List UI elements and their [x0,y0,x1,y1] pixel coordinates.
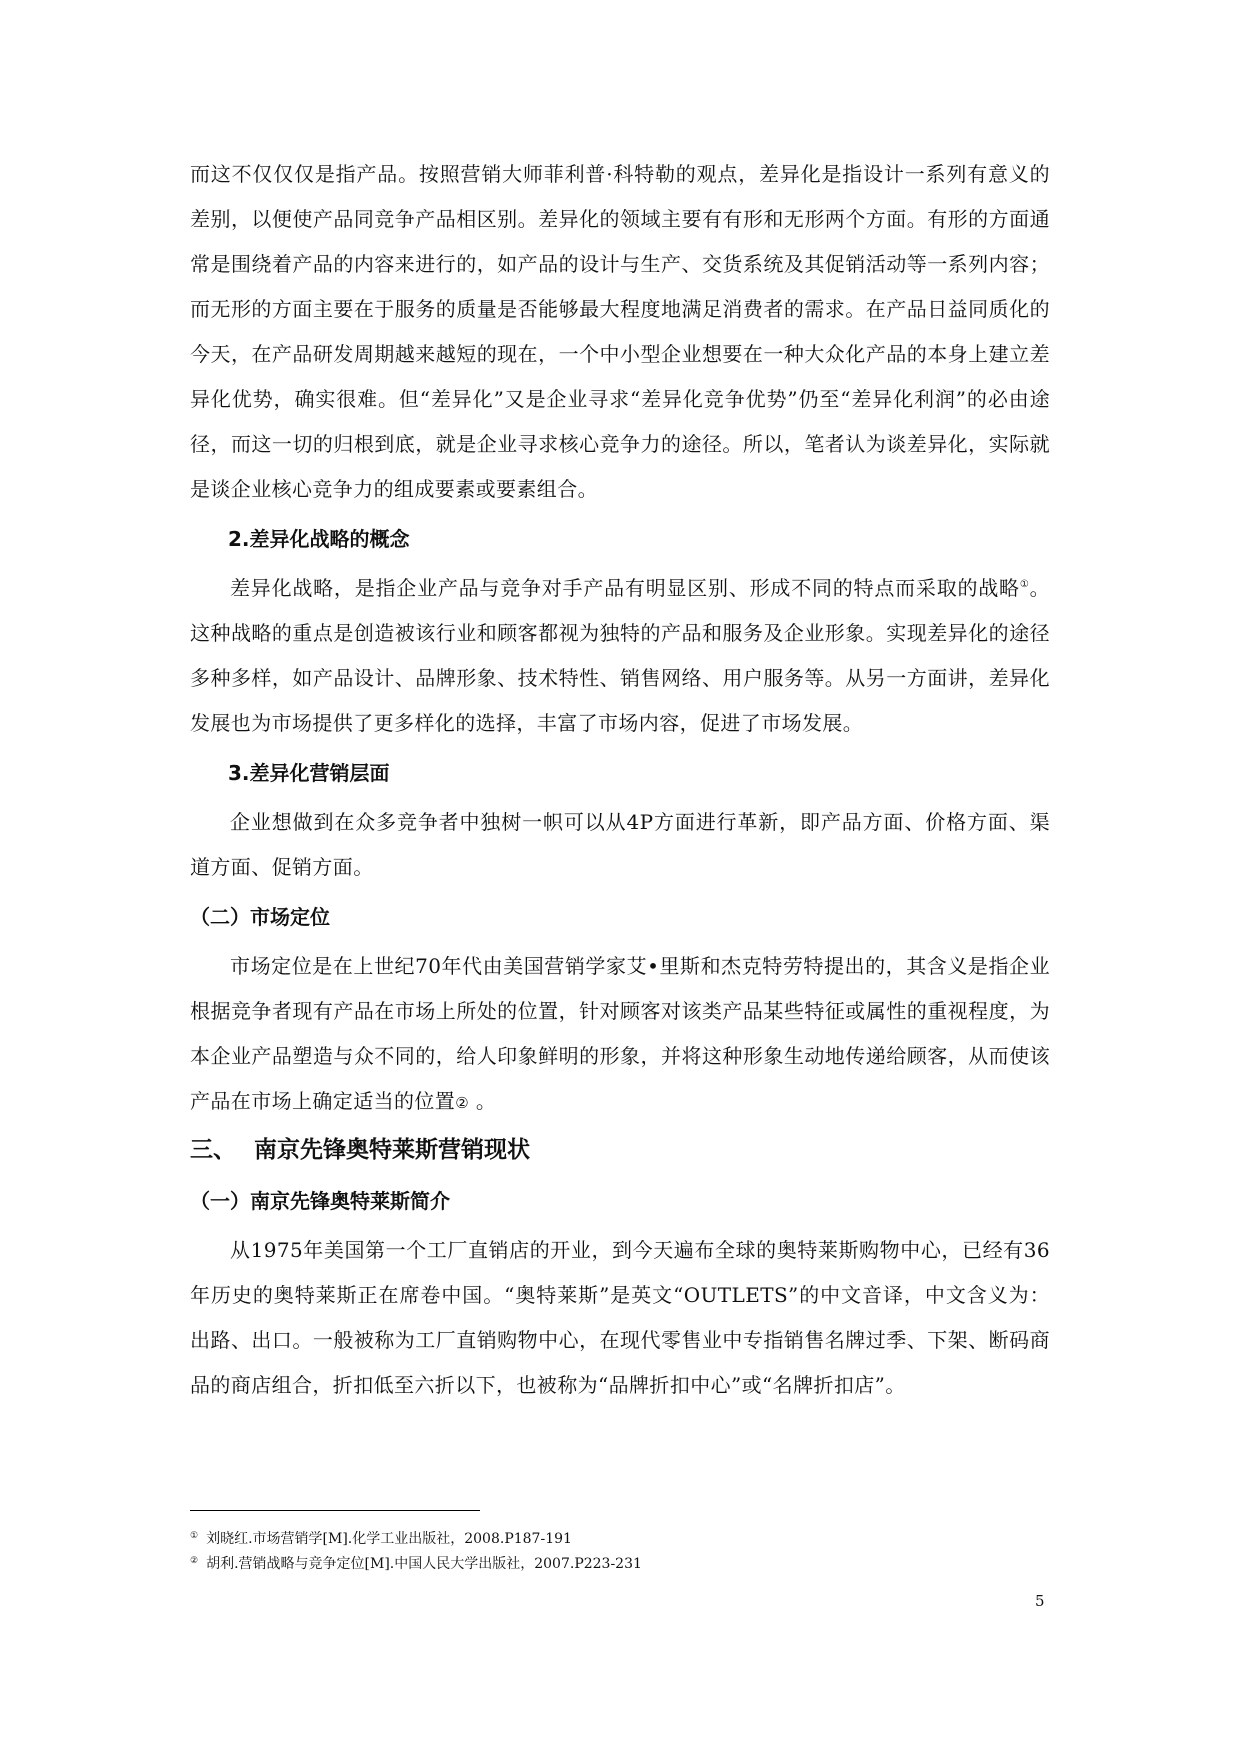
heading-outlets-intro: （一）南京先锋奥特莱斯简介 [190,1189,450,1213]
main-text [190,152,1050,1408]
paragraph-outlets-intro: 从1975年美国第一个工厂直销店的开业，到今天遍布全球的奥特莱斯购物中心，已经有36年历史的奥特莱斯正在席卷中国。“奥特莱斯”是英文“OUTLETS”的中文音译，中文含义为：出路、出口。一般被称为工厂直销购物中心，在现代零售业中专指销售名牌过季、下架、断码商品的商店组合，折扣低至六折以下，也被称为“品牌折扣中心”或“名牌折扣店”。 [190,1238,1050,1397]
footnote-2 [190,1550,1050,1575]
heading-differentiation-strategy-concept: 2.差异化战略的概念 [228,527,410,551]
footnote-ref-1: ① [1019,579,1030,590]
paragraph-differentiation-intro: 而这不仅仅仅是指产品。按照营销大师菲利普·科特勒的观点，差异化是指设计一系列有意义的差别，以便使产品同竞争产品相区别。差异化的领域主要有有形和无形两个方面。有形的方面通常是围绕着产品的内容来进行的，如产品的设计与生产、交货系统及其促销活动等一系列内容；而无形的方面主要在于服务的质量是否能够最大程度地满足消费者的需求。在产品日益同质化的今天，在产品研发周期越来越短的现在，一个中小型企业想要在一种大众化产品的本身上建立差异化优势，确实很难。但“差异化”又是企业寻求“差异化竞争优势”仍至“差异化利润”的必由途径，而这一切的归根到底，就是企业寻求核心竞争力的途径。所以，笔者认为谈差异化，实际就是谈企业核心竞争力的组成要素或要素组合。 [190,162,1050,501]
footnote-mark: ② [190,1556,199,1566]
paragraph-4p: 企业想做到在众多竞争者中独树一帜可以从4P方面进行革新，即产品方面、价格方面、渠道方面、促销方面。 [190,810,1050,879]
footnote-divider [190,1510,480,1511]
page-number: 5 [1035,1592,1045,1610]
section-heading [190,1126,1050,1174]
paragraph-text: 差异化战略，是指企业产品与竞争对手产品有明显区别、形成不同的特点而采取的战略 [230,576,1020,600]
section-number: 三、 [190,1137,236,1163]
footnotes [190,1510,1050,1575]
heading-market-positioning: （二）市场定位 [190,905,330,929]
paragraph-differentiation-strategy [190,566,1050,746]
footnote-mark: ① [190,1531,199,1541]
paragraph-text: 。 [469,1089,497,1113]
paragraph-text: 。这种战略的重点是创造被该行业和顾客都视为独特的产品和服务及企业形象。实现差异化的途径多种多样，如产品设计、品牌形象、技术特性、销售网络、用户服务等。从另一方面讲，差异化发展也为市场提供了更多样化的选择，丰富了市场内容，促进了市场发展。 [190,576,1051,735]
footnote-text: 胡利.营销战略与竞争定位[M].中国人民大学出版社，2007.P223-231 [206,1556,642,1572]
footnote-ref-2: ② [455,1094,470,1112]
section-title: 南京先锋奥特莱斯营销现状 [254,1137,530,1163]
heading-differentiation-marketing-levels: 3.差异化营销层面 [228,761,390,785]
footnote-1 [190,1525,1050,1550]
paragraph-market-positioning [190,944,1050,1126]
footnote-text: 刘晓红.市场营销学[M].化学工业出版社，2008.P187-191 [206,1531,572,1547]
paragraph-text: 市场定位是在上世纪70年代由美国营销学家艾•里斯和杰克特劳特提出的，其含义是指企业根据竞争者现有产品在市场上所处的位置，针对顾客对该类产品某些特征或属性的重视程度，为本企业产品塑造与众不同的，给人印象鲜明的形象，并将这种形象生动地传递给顾客，从而使该产品在市场上确定适当的位置 [190,954,1050,1113]
